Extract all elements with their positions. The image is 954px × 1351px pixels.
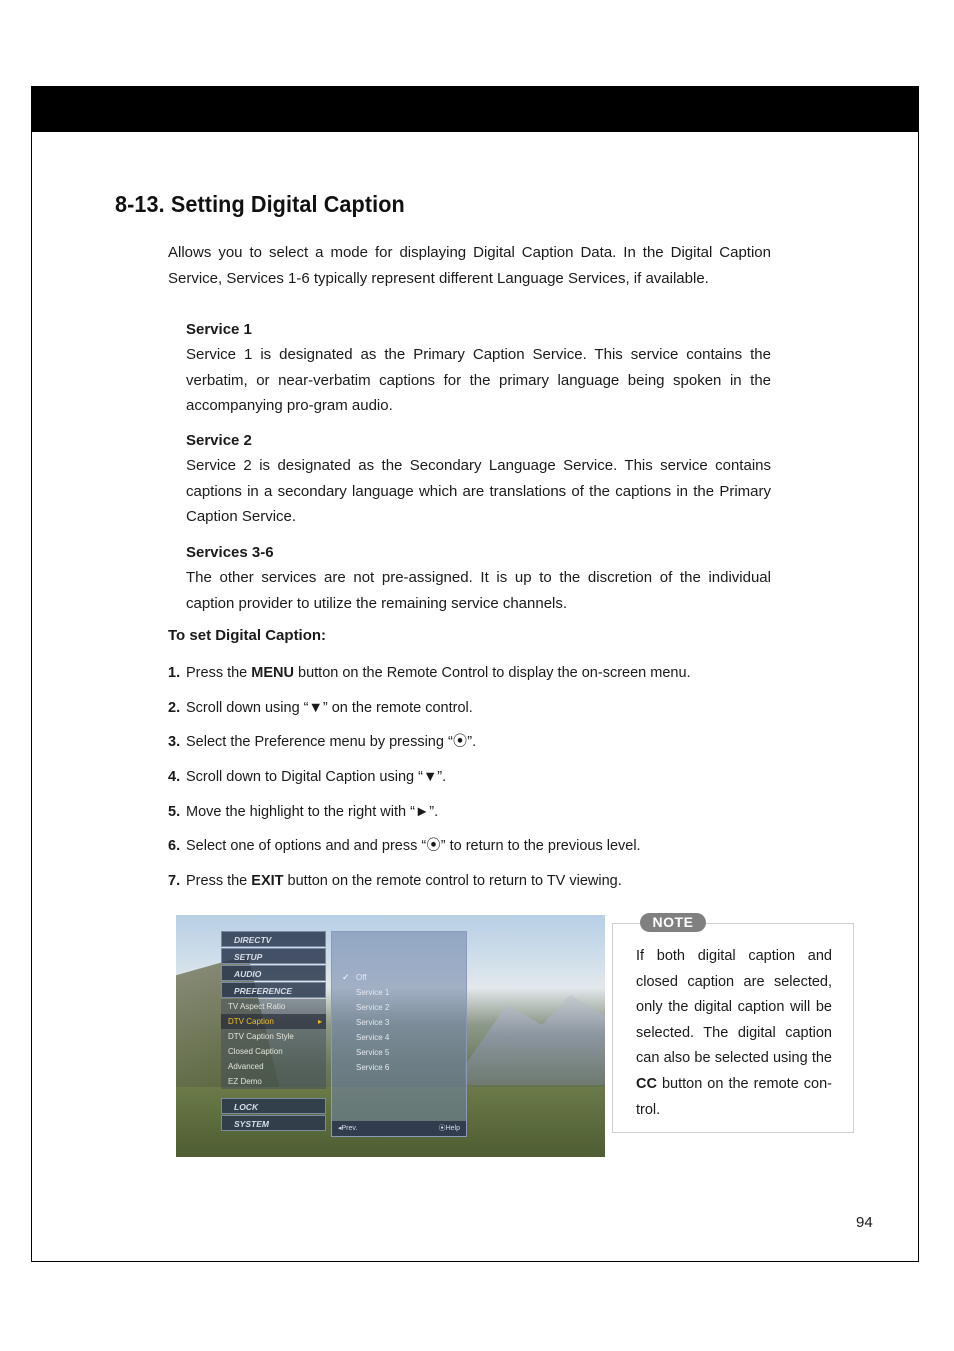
osd-sub-dtv-caption: DTV Caption ▸ xyxy=(221,1014,326,1029)
page-frame xyxy=(31,86,919,1262)
services-3-6-title: Services 3-6 xyxy=(186,544,274,561)
intro-paragraph: Allows you to select a mode for displaying Digital Caption Data. In the Digital Caption Service, Services 1-6 typically represent different Language Services, if available. xyxy=(168,244,771,287)
osd-menu-directv: DIRECTV xyxy=(221,931,326,947)
check-icon: ✓ xyxy=(342,972,350,982)
osd-sub-aspect: TV Aspect Ratio xyxy=(221,999,326,1014)
osd-option-service-3: Service 3 xyxy=(356,1018,390,1027)
mountain-right xyxy=(465,985,605,1085)
step-item: 2. Scroll down using “▼” on the remote control. xyxy=(168,699,473,716)
step-item: 4. Scroll down to Digital Caption using “▼”. xyxy=(168,769,447,786)
osd-menu-audio: AUDIO xyxy=(221,965,326,981)
services-3-6-section xyxy=(186,540,771,616)
step-item: 1. Press the MENU button on the Remote Control to display the on-screen menu. xyxy=(168,665,691,681)
osd-menu-system: SYSTEM xyxy=(221,1115,326,1131)
page-title: 8-13. Setting Digital Caption xyxy=(115,191,405,217)
osd-sub-closed-caption: Closed Caption xyxy=(221,1044,326,1059)
steps-list xyxy=(168,662,788,905)
service-1-title: Service 1 xyxy=(186,321,252,338)
page-number: 94 xyxy=(856,1214,873,1231)
osd-option-service-4: Service 4 xyxy=(356,1033,390,1042)
osd-sub-caption-style: DTV Caption Style xyxy=(221,1029,326,1044)
osd-option-service-1: Service 1 xyxy=(356,988,390,997)
osd-option-service-6: Service 6 xyxy=(356,1063,390,1072)
osd-screenshot xyxy=(176,915,605,1157)
service-2-section xyxy=(186,428,771,530)
note-text: If both digital caption and closed caption are selected, only the digital caption will be selected. The digital caption can also be selected using the CC button on the remote con-trol. xyxy=(636,948,832,1118)
osd-arrow-icon: ▸ xyxy=(317,1017,322,1026)
osd-main-menu xyxy=(221,931,326,1141)
osd-help-hint: ⦿Help xyxy=(438,1125,460,1132)
osd-option-service-2: Service 2 xyxy=(356,1003,390,1012)
services-3-6-text: The other services are not pre-assigned. It is up to the discretion of the individual caption provider to utilize the remaining service channels. xyxy=(186,569,771,612)
osd-sub-ez-demo: EZ Demo xyxy=(221,1074,326,1089)
osd-option-service-5: Service 5 xyxy=(356,1048,390,1057)
step-item: 5. Move the highlight to the right with “►”. xyxy=(168,803,439,820)
osd-sub-advanced: Advanced xyxy=(221,1059,326,1074)
service-2-title: Service 2 xyxy=(186,432,252,449)
osd-panel-footer xyxy=(332,1121,466,1136)
osd-options-panel xyxy=(331,931,467,1137)
step-item: 7. Press the EXIT button on the remote control to return to TV viewing. xyxy=(168,873,622,890)
service-2-text: Service 2 is designated as the Secondary Language Service. This service contains captions in a secondary language which are translations of the captions in the Primary Caption Service. xyxy=(186,457,771,525)
step-item: 3. Select the Preference menu by pressing “⦿”. xyxy=(168,734,477,751)
note-label: NOTE xyxy=(640,913,706,932)
osd-prev-hint: ◂Prev. xyxy=(338,1125,358,1132)
osd-menu-lock: LOCK xyxy=(221,1098,326,1114)
osd-menu-preference: PREFERENCE xyxy=(221,982,326,998)
service-1-section xyxy=(186,317,771,419)
osd-option-off: Off xyxy=(356,973,367,982)
service-1-text: Service 1 is designated as the Primary Caption Service. This service contains the verbatim, or near-verbatim captions for the primary language being spoken in the accompanying pro-gram audio. xyxy=(186,346,771,414)
step-item: 6. Select one of options and and press “⦿” to return to the previous level. xyxy=(168,838,641,855)
howto-title: To set Digital Caption: xyxy=(168,627,327,644)
osd-menu-setup: SETUP xyxy=(221,948,326,964)
header-bar xyxy=(32,87,918,132)
